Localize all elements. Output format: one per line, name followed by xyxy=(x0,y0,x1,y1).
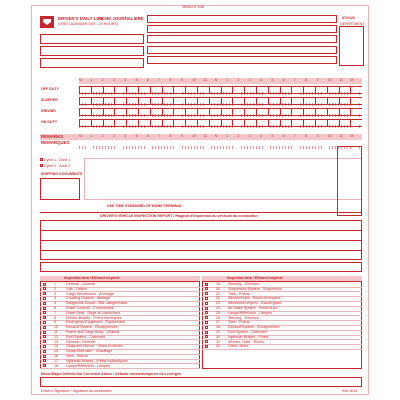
inspection-row-line xyxy=(202,315,362,316)
hour-label: 9 xyxy=(180,134,183,138)
inspection-row-line xyxy=(202,349,362,350)
inspection-item-label: Wheels, Hubs - Roues xyxy=(228,339,264,344)
inspection-checkbox[interactable] xyxy=(43,364,46,367)
hour-labels-bottom xyxy=(79,134,362,139)
inspection-row-line xyxy=(202,301,362,302)
hour-label: 4 xyxy=(260,78,262,82)
inspection-row-line xyxy=(40,349,200,350)
inspection-row-line xyxy=(40,368,200,369)
inspection-item-label: Horn - Klaxon xyxy=(66,354,88,358)
cycle-2-checkbox[interactable] xyxy=(40,164,43,167)
remarks-ticks xyxy=(79,146,362,149)
inspection-item-label: Emergency Equipment - Équipement xyxy=(66,320,125,325)
inspection-item-label: Suspension System - Suspension xyxy=(228,286,282,291)
inspection-row-line xyxy=(40,325,200,326)
inspection-row-line xyxy=(40,354,200,355)
hour-label: 1 xyxy=(226,134,228,138)
inspection-item-label: Lamps/Reflectors - Lampes xyxy=(228,310,272,315)
inspection-row-line xyxy=(202,339,362,340)
hour-label: 5 xyxy=(135,78,138,82)
total-hours-box[interactable] xyxy=(339,26,364,66)
trailer-box[interactable] xyxy=(40,58,144,68)
hour-label: 7 xyxy=(293,78,296,82)
left-table-header-label: Inspection Item / Élément inspecté xyxy=(64,276,120,280)
inspection-checkbox[interactable] xyxy=(43,340,46,343)
hour-label: 7 xyxy=(158,78,161,82)
inspection-checkbox[interactable] xyxy=(205,311,208,314)
inspection-checkbox[interactable] xyxy=(43,321,46,324)
hour-label: 6 xyxy=(146,78,149,82)
defects-box[interactable] xyxy=(40,377,362,387)
dvir-info-line-1 xyxy=(40,230,362,231)
inspection-item-label: Exhaust System - Échappement xyxy=(228,325,280,330)
hour-label: 3 xyxy=(112,134,115,138)
hour-label: 8 xyxy=(305,78,308,82)
inspection-item-number: 29 xyxy=(216,330,220,334)
inspection-checkbox[interactable] xyxy=(43,355,46,358)
inspection-row-line xyxy=(40,330,200,331)
hour-label: 8 xyxy=(169,134,172,138)
hour-label: 11 xyxy=(339,78,343,82)
inspection-item-number: 25 xyxy=(216,310,220,315)
hour-label: 11 xyxy=(203,78,207,82)
inspection-checkbox[interactable] xyxy=(43,292,46,295)
inspection-checkbox[interactable] xyxy=(43,326,46,329)
form-subtitle: (ONE CALENDAR DAY - 24 HOURS) xyxy=(58,22,118,26)
cycle-2-label[interactable]: Cycle 2 - Zone 2 xyxy=(44,164,71,168)
log-form-page xyxy=(31,5,369,395)
inspection-item-number: 10 xyxy=(54,325,58,330)
inspection-item-label: Other - Autre xyxy=(228,344,249,349)
inspection-item-label: Lamps/Reflectors - Lampes xyxy=(66,363,110,368)
inspection-row-line xyxy=(40,287,200,288)
hour-label: 3 xyxy=(248,78,251,82)
inspection-item-label: Fuel System - Carburant xyxy=(66,334,106,339)
shipping-docs-box[interactable] xyxy=(40,178,80,200)
inspection-checkbox[interactable] xyxy=(43,335,46,338)
inspection-row-line xyxy=(202,335,362,336)
inspection-item-label: Dangerous Goods - Mat. dangereuses xyxy=(66,301,128,306)
hour-label: 1 xyxy=(90,78,93,82)
inspection-row-line xyxy=(202,296,362,297)
inspection-item-number: 13 xyxy=(54,339,58,344)
inspection-item-number: 11 xyxy=(54,330,58,334)
duty-row-label: ON DUTY xyxy=(41,120,58,124)
hour-label: 7 xyxy=(158,134,161,138)
inspection-item-label: Glass and Mirrors - Vitres et miroirs xyxy=(66,344,123,349)
inspection-checkbox[interactable] xyxy=(205,340,208,343)
inspection-item-number: 9 xyxy=(54,320,56,325)
hour-label: 1 xyxy=(226,78,228,82)
hour-label: 4 xyxy=(124,134,127,138)
hour-label: 5 xyxy=(271,78,274,82)
hour-labels-top xyxy=(79,78,362,83)
inspection-checkbox[interactable] xyxy=(43,331,46,334)
quarter-hour-ticks xyxy=(79,114,362,117)
inspection-checkbox[interactable] xyxy=(205,335,208,338)
inspection-checkbox[interactable] xyxy=(205,307,208,310)
inspection-item-number: 8 xyxy=(54,315,56,320)
inspection-item-label: Coupling Devices - Attelage xyxy=(66,296,111,301)
hour-label: 5 xyxy=(271,134,274,138)
inspection-checkbox[interactable] xyxy=(205,297,208,300)
location-lines-box[interactable] xyxy=(84,158,362,200)
inspection-checkbox[interactable] xyxy=(205,283,208,286)
inspection-item-number: 4 xyxy=(54,296,56,301)
inspection-checkbox[interactable] xyxy=(205,302,208,305)
inspection-item-label: General - Général xyxy=(66,339,95,344)
inspection-item-number: 15 xyxy=(54,349,58,354)
inspection-item-number: 7 xyxy=(54,310,56,315)
hour-label: 4 xyxy=(124,78,127,82)
cycle-1-label[interactable]: Cycle 1 - Zone 1 xyxy=(44,158,71,162)
inspection-item-label: Windshield Wipers - Essuie-glace xyxy=(228,301,282,306)
footer-rev: Rev. 8/13 xyxy=(342,389,358,393)
inspection-row-line xyxy=(202,344,362,345)
inspection-item-label: Hydraulic Brakes - Freins hydrauliques xyxy=(66,358,128,363)
shipping-docs-label: SHIPPING DOCUMENTS xyxy=(41,172,83,176)
footer-signature: Driver's Signature / Signature du conducteur xyxy=(41,389,112,393)
recap-box[interactable] xyxy=(337,146,362,216)
inspection-checkbox[interactable] xyxy=(43,287,46,290)
carrier-name-box[interactable] xyxy=(147,25,337,33)
inspection-checkbox[interactable] xyxy=(43,302,46,305)
hour-label: 4 xyxy=(260,134,262,138)
hour-label: 1 xyxy=(90,134,93,138)
inspection-row-line xyxy=(202,330,362,331)
hour-label: 6 xyxy=(282,78,285,82)
hour-label: 2 xyxy=(101,134,104,138)
hour-label: 2 xyxy=(237,134,240,138)
inspection-item-label: Hydraulic Brakes - Freins xyxy=(228,334,269,339)
hour-label: M xyxy=(350,78,354,82)
hour-label: M xyxy=(79,134,82,138)
right-code-1: 870/120 xyxy=(342,16,355,20)
inspection-row-line xyxy=(202,287,362,288)
inspection-row-line xyxy=(202,311,362,312)
hour-label: 9 xyxy=(316,78,319,82)
inspection-item-number: 24 xyxy=(216,306,220,310)
inspection-item-number: 6 xyxy=(54,306,56,310)
dvir-title: DRIVER'S VEHICLE INSPECTION REPORT / Rapport d'inspection du véhicule du conducteur xyxy=(100,214,258,218)
inspection-item-number: 21 xyxy=(216,291,220,296)
duty-row-label: SLEEPER xyxy=(41,98,58,102)
inspection-row-line xyxy=(202,291,362,292)
inspection-checkbox[interactable] xyxy=(205,331,208,334)
inspection-checkbox[interactable] xyxy=(205,326,208,329)
inspection-item-label: Exhaust System - Échappement xyxy=(66,325,118,330)
inspection-checkbox[interactable] xyxy=(43,316,46,319)
inspection-checkbox[interactable] xyxy=(43,311,46,314)
inspection-item-label: Frame and Cargo Body - Châssis xyxy=(66,330,120,334)
hour-label: 11 xyxy=(339,134,343,138)
inspection-item-number: 30 xyxy=(216,334,220,339)
inspection-row-line xyxy=(202,325,362,326)
inspection-item-number: 5 xyxy=(54,301,56,306)
section-divider xyxy=(40,212,362,213)
quarter-hour-ticks xyxy=(79,125,362,128)
inspection-checkbox[interactable] xyxy=(43,345,46,348)
inspection-row-line xyxy=(40,291,200,292)
inspection-item-label: Tires - Pneus xyxy=(228,320,250,325)
inspection-checkbox[interactable] xyxy=(43,350,46,353)
minor-major-label: Minor/Major Defects Not Corrected Above / Défauts mineurs/majeurs non corrigés xyxy=(41,372,181,376)
hour-label: N xyxy=(214,134,218,138)
inspection-item-number: 2 xyxy=(54,286,56,291)
inspection-item-label: Tires - Pneus xyxy=(228,291,250,296)
hour-label: N xyxy=(214,78,218,82)
hour-label: 3 xyxy=(112,78,115,82)
inspection-item-number: 28 xyxy=(216,325,220,330)
cycle-1-checkbox[interactable] xyxy=(40,158,43,161)
inspection-item-number: 1 xyxy=(54,282,56,286)
hour-label: 11 xyxy=(203,134,207,138)
inspection-item-number: 12 xyxy=(54,334,58,339)
inspection-item-label: General - Général xyxy=(66,282,95,286)
hour-label: 9 xyxy=(316,134,319,138)
remarks-label: REMARKS xyxy=(41,134,64,139)
inspection-item-number: 16 xyxy=(54,354,58,358)
inspection-item-label: Electric Brakes - Freins électriques xyxy=(66,315,122,320)
inspection-item-number: 17 xyxy=(54,358,58,363)
inspection-checkbox[interactable] xyxy=(43,283,46,286)
inspection-item-label: Driver Controls - Commandes xyxy=(66,306,114,310)
inspection-row-line xyxy=(40,296,200,297)
hour-label: 10 xyxy=(192,134,196,138)
inspection-item-label: Air Brake System - Freins à air xyxy=(228,306,277,310)
inspection-checkbox[interactable] xyxy=(43,307,46,310)
inspection-row-line xyxy=(40,339,200,340)
inspection-row-line xyxy=(202,306,362,307)
dvir-info-line-3 xyxy=(40,250,362,251)
dvir-info-line-2 xyxy=(40,240,362,241)
inspection-item-number: 26 xyxy=(216,315,220,320)
principal-place-box[interactable] xyxy=(147,35,337,43)
right-code-2: DEPARTMENT xyxy=(340,22,365,26)
inspection-item-label: Heater/Defroster - Chauffage xyxy=(66,349,113,354)
hour-label: 7 xyxy=(293,134,296,138)
inspection-item-label: Wheels/Hubs - Roues et moyeux xyxy=(228,296,281,301)
hour-label: 10 xyxy=(327,134,332,138)
inspection-checkbox[interactable] xyxy=(205,321,208,324)
inspection-item-number: 14 xyxy=(54,344,58,349)
inspection-item-number: 3 xyxy=(54,291,56,296)
hour-label: M xyxy=(79,78,82,82)
inspection-item-number: 20 xyxy=(216,286,220,291)
hour-label: 10 xyxy=(192,78,196,82)
inspection-row-line xyxy=(40,363,200,364)
duty-row-label: DRIVING xyxy=(41,109,56,113)
hour-label: 8 xyxy=(305,134,308,138)
inspection-item-number: 32 xyxy=(216,344,220,349)
hour-label: 2 xyxy=(101,78,104,82)
hour-label: 2 xyxy=(237,78,240,82)
truck-tractor-box[interactable] xyxy=(40,34,144,44)
inspection-item-label: Cab - Cabine xyxy=(66,286,88,291)
inspection-checkbox[interactable] xyxy=(43,297,46,300)
right-table-header-label: Inspection Item / Élément inspecté xyxy=(227,276,283,280)
inspection-checkbox[interactable] xyxy=(205,287,208,290)
inspection-item-number: 27 xyxy=(216,320,220,325)
bottom-note: USE TIME STANDARD OF HOME TERMINAL xyxy=(107,204,183,208)
inspection-item-label: Steering - Direction xyxy=(228,282,259,286)
inspection-item-number: 19 xyxy=(216,282,220,286)
inspection-item-label: Steering - Direction xyxy=(228,315,259,320)
quarter-hour-ticks xyxy=(79,92,362,95)
hour-label: 10 xyxy=(327,78,332,82)
inspection-row-line xyxy=(40,306,200,307)
hour-label: 9 xyxy=(180,78,183,82)
hour-label: 3 xyxy=(248,134,251,138)
inspection-row-line xyxy=(202,320,362,321)
certify-box[interactable] xyxy=(40,262,362,272)
inspection-checkbox[interactable] xyxy=(205,345,208,348)
inspection-item-number: 23 xyxy=(216,301,220,306)
inspection-item-number: 31 xyxy=(216,339,220,344)
home-terminal-box[interactable] xyxy=(147,46,337,54)
hour-label: 5 xyxy=(135,134,138,138)
hour-label: 8 xyxy=(169,78,172,82)
shield-logo-icon xyxy=(40,16,54,28)
inspection-item-number: 22 xyxy=(216,296,220,301)
inspection-item-label: Driver Seat - Siège du conducteur xyxy=(66,310,121,315)
inspection-row-line xyxy=(40,335,200,336)
inspection-checkbox[interactable] xyxy=(43,359,46,362)
remarques-label: REMARQUES xyxy=(41,140,70,145)
inspection-item-number: 18 xyxy=(54,363,58,368)
co-driver-box[interactable] xyxy=(147,56,337,64)
mileage-box[interactable] xyxy=(40,46,144,56)
inspection-checkbox[interactable] xyxy=(205,316,208,319)
hour-label: M xyxy=(350,134,354,138)
inspection-item-label: Cargo Securement - Arrimage xyxy=(66,291,114,296)
inspection-checkbox[interactable] xyxy=(205,292,208,295)
form-title-en: DRIVER'S DAILY LOG xyxy=(58,16,104,21)
hour-label: 6 xyxy=(146,134,149,138)
date-box[interactable] xyxy=(147,15,337,23)
inspection-item-label: Fuel System - Carburant xyxy=(228,330,268,334)
form-title-fr: FICHE JOURNALIERE xyxy=(98,16,144,21)
stock-number: 98VAD 07058 xyxy=(182,5,205,9)
hour-label: 6 xyxy=(282,134,285,138)
duty-row-label: OFF DUTY xyxy=(41,87,59,91)
quarter-hour-ticks xyxy=(79,103,362,106)
